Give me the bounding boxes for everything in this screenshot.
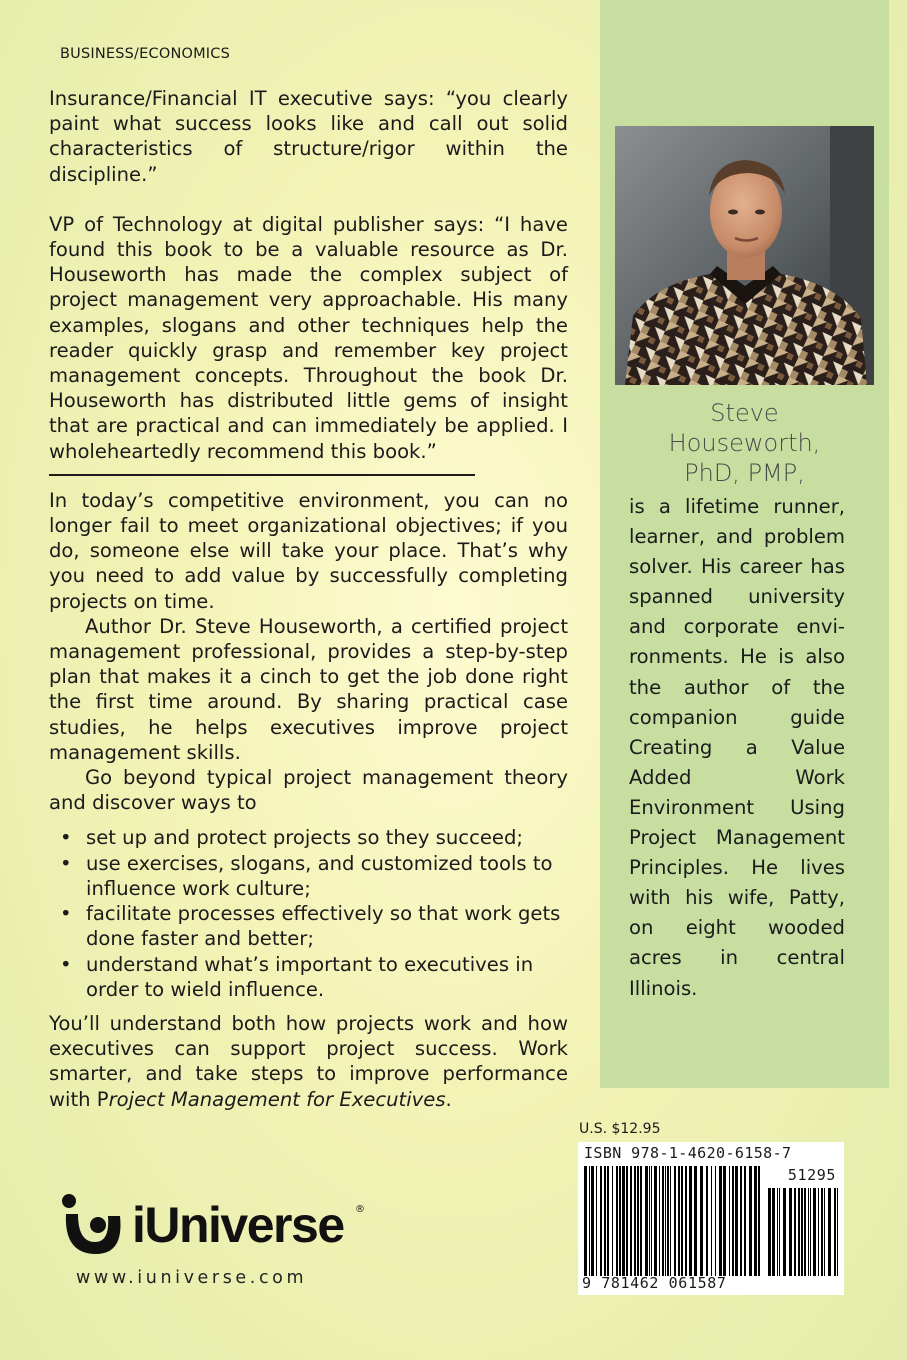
benefit-item: • understand what’s important to executives in order to wield influence. bbox=[60, 952, 534, 1001]
registered-mark: ® bbox=[355, 1204, 365, 1215]
closing-paragraph: You’ll understand both how projects work and how executives can support project success. Work smarter, and take steps to improve performance with Project Management for Executives. bbox=[49, 1011, 568, 1111]
bullet-icon: • bbox=[60, 902, 72, 926]
pitch-paragraph-1: In today’s competitive environment, you can no longer fail to meet organizational objectives; if you do, someone else will take your place. That’s why you need to add value by successfully completing projects on time. bbox=[49, 488, 568, 613]
author-photo bbox=[615, 126, 874, 385]
ean-digits: 9 781462 061587 bbox=[582, 1274, 727, 1292]
benefit-list bbox=[49, 825, 568, 1001]
price-label: U.S. $12.95 bbox=[579, 1121, 661, 1137]
benefit-item: • facilitate processes effectively so that work gets done faster and better; bbox=[60, 902, 561, 951]
bullet-icon: • bbox=[60, 952, 72, 976]
bullet-icon: • bbox=[60, 826, 72, 850]
bullet-icon: • bbox=[60, 851, 72, 875]
author-bio: is a lifetime runner, learner, and problem solver. His career has spanned university and corporate environments. He is also the author of the companion guide Creating a Value Added Work Environment Using Project Management Principles. He lives with his wife, Patty, on eight wooded acres in central Illinois. bbox=[629, 495, 845, 1000]
pitch-paragraph-2: Author Dr. Steve Houseworth, a certified project management professional, provides a step-by-step plan that makes it a cinch to get the job done right the first time around. By sharing practical case studies, he helps executives improve project management skills. bbox=[49, 614, 568, 764]
isbn-number: ISBN 978-1-4620-6158-7 bbox=[584, 1144, 792, 1162]
barcode-bars bbox=[578, 1142, 844, 1295]
back-cover-copy bbox=[49, 86, 568, 1112]
publisher-logo bbox=[62, 1192, 372, 1262]
author-panel bbox=[600, 0, 889, 1088]
publisher-website: www.iuniverse.com bbox=[76, 1268, 308, 1288]
divider-rule bbox=[49, 474, 475, 476]
price-addon-number: 51295 bbox=[787, 1166, 836, 1184]
author-name: Steve Houseworth, PhD, PMP, bbox=[668, 399, 821, 487]
publisher-name: iUniverse bbox=[132, 1197, 344, 1253]
testimonial-vp-technology: VP of Technology at digital publisher says: “I have found this book to be a valuable resource as Dr. Houseworth has made the complex subject of project management very approachable. His many examples, slogans and other techniques help the reader quickly grasp and remember key project management concepts. Throughout the book Dr. Houseworth has distributed little gems of insight that are practical and can immediately be applied. I wholeheartedly recommend this book.” bbox=[49, 212, 568, 463]
isbn-barcode bbox=[578, 1142, 844, 1295]
book-title: roject Management for Executives bbox=[108, 1087, 446, 1111]
benefit-item: • set up and protect projects so they succeed; bbox=[60, 826, 523, 850]
author-portrait-image bbox=[615, 126, 874, 385]
category-label: BUSINESS/ECONOMICS bbox=[60, 46, 231, 62]
iuniverse-logo-icon bbox=[62, 1192, 126, 1262]
pitch-paragraph-3: Go beyond typical project management theory and discover ways to bbox=[49, 766, 568, 815]
testimonial-insurance-executive: Insurance/Financial IT executive says: “you clearly paint what success looks like and call out solid characteristics of structure/rigor within the discipline.” bbox=[49, 87, 568, 186]
benefit-item: • use exercises, slogans, and customized tools to influence work culture; bbox=[60, 851, 553, 900]
